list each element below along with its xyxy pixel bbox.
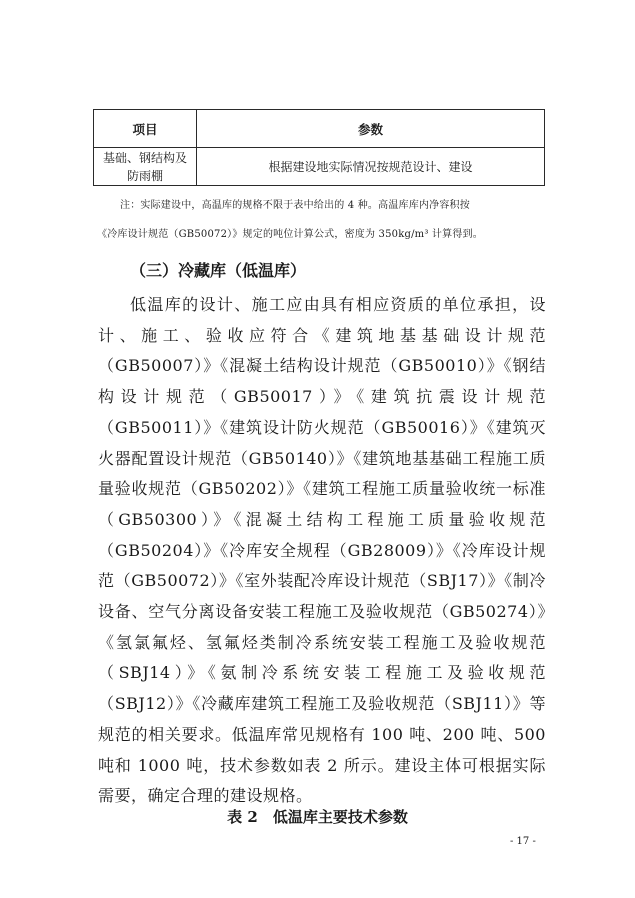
table-row <box>94 148 545 186</box>
table-note-line2: 《冷库设计规范（GB50072）》规定的吨位计算公式，密度为 350kg/m³ 计算得到。 <box>97 229 483 240</box>
cell-item <box>94 148 197 186</box>
cell-item-line1: 基础、钢结构及 <box>102 150 187 165</box>
header-param: 参数 <box>197 110 545 148</box>
page-number: - 17 - <box>510 836 536 847</box>
table-header-row <box>94 110 545 148</box>
cell-param: 根据建设地实际情况按规范设计、建设 <box>197 148 545 186</box>
table-caption: 表 2 低温库主要技术参数 <box>227 808 408 826</box>
table-note-line1: 注：实际建设中，高温库的规格不限于表中给出的 4 种。高温库库内净容积按 <box>120 200 470 211</box>
cell-item-line2: 防雨棚 <box>126 168 163 183</box>
header-item: 项目 <box>94 110 197 148</box>
spec-table <box>93 109 545 186</box>
body-paragraph: 低温库的设计、施工应由具有相应资质的单位承担，设计、施工、验收应符合《建筑地基基础设计规范（GB50007）》《混凝土结构设计规范（GB50010）》《钢结构设计规范（GB50017）》《建筑抗震设计规范（GB50011）》《建筑设计防火规范（GB50016）》《建筑灭火器配置设计规范（GB50140）》《建筑地基基础工程施工质量验收规范（GB50202）》《建筑工程施工质量验收统一标准（GB50300）》《混凝土结构工程施工质量验收规范（GB50204）》《冷库安全规程（GB28009）》《冷库设计规范（GB50072）》《室外装配冷库设计规范（SBJ17）》《制冷设备、空气分离设备安装工程施工及验收规范（GB50274）》《氢氯氟烃、氢氟烃类制冷系统安装工程施工及验收规范（SBJ14）》《氨制冷系统安装工程施工及验收规范（SBJ12）》《冷藏库建筑工程施工及验收规范（SBJ11）》等规范的相关要求。低温库常见规格有 100 吨、200 吨、500 吨和 1000 吨，技术参数如表 2 所示。建设主体可根据实际需要，确定合理的建设规格。 <box>98 295 546 806</box>
section-title: （三）冷藏库（低温库） <box>130 261 307 280</box>
